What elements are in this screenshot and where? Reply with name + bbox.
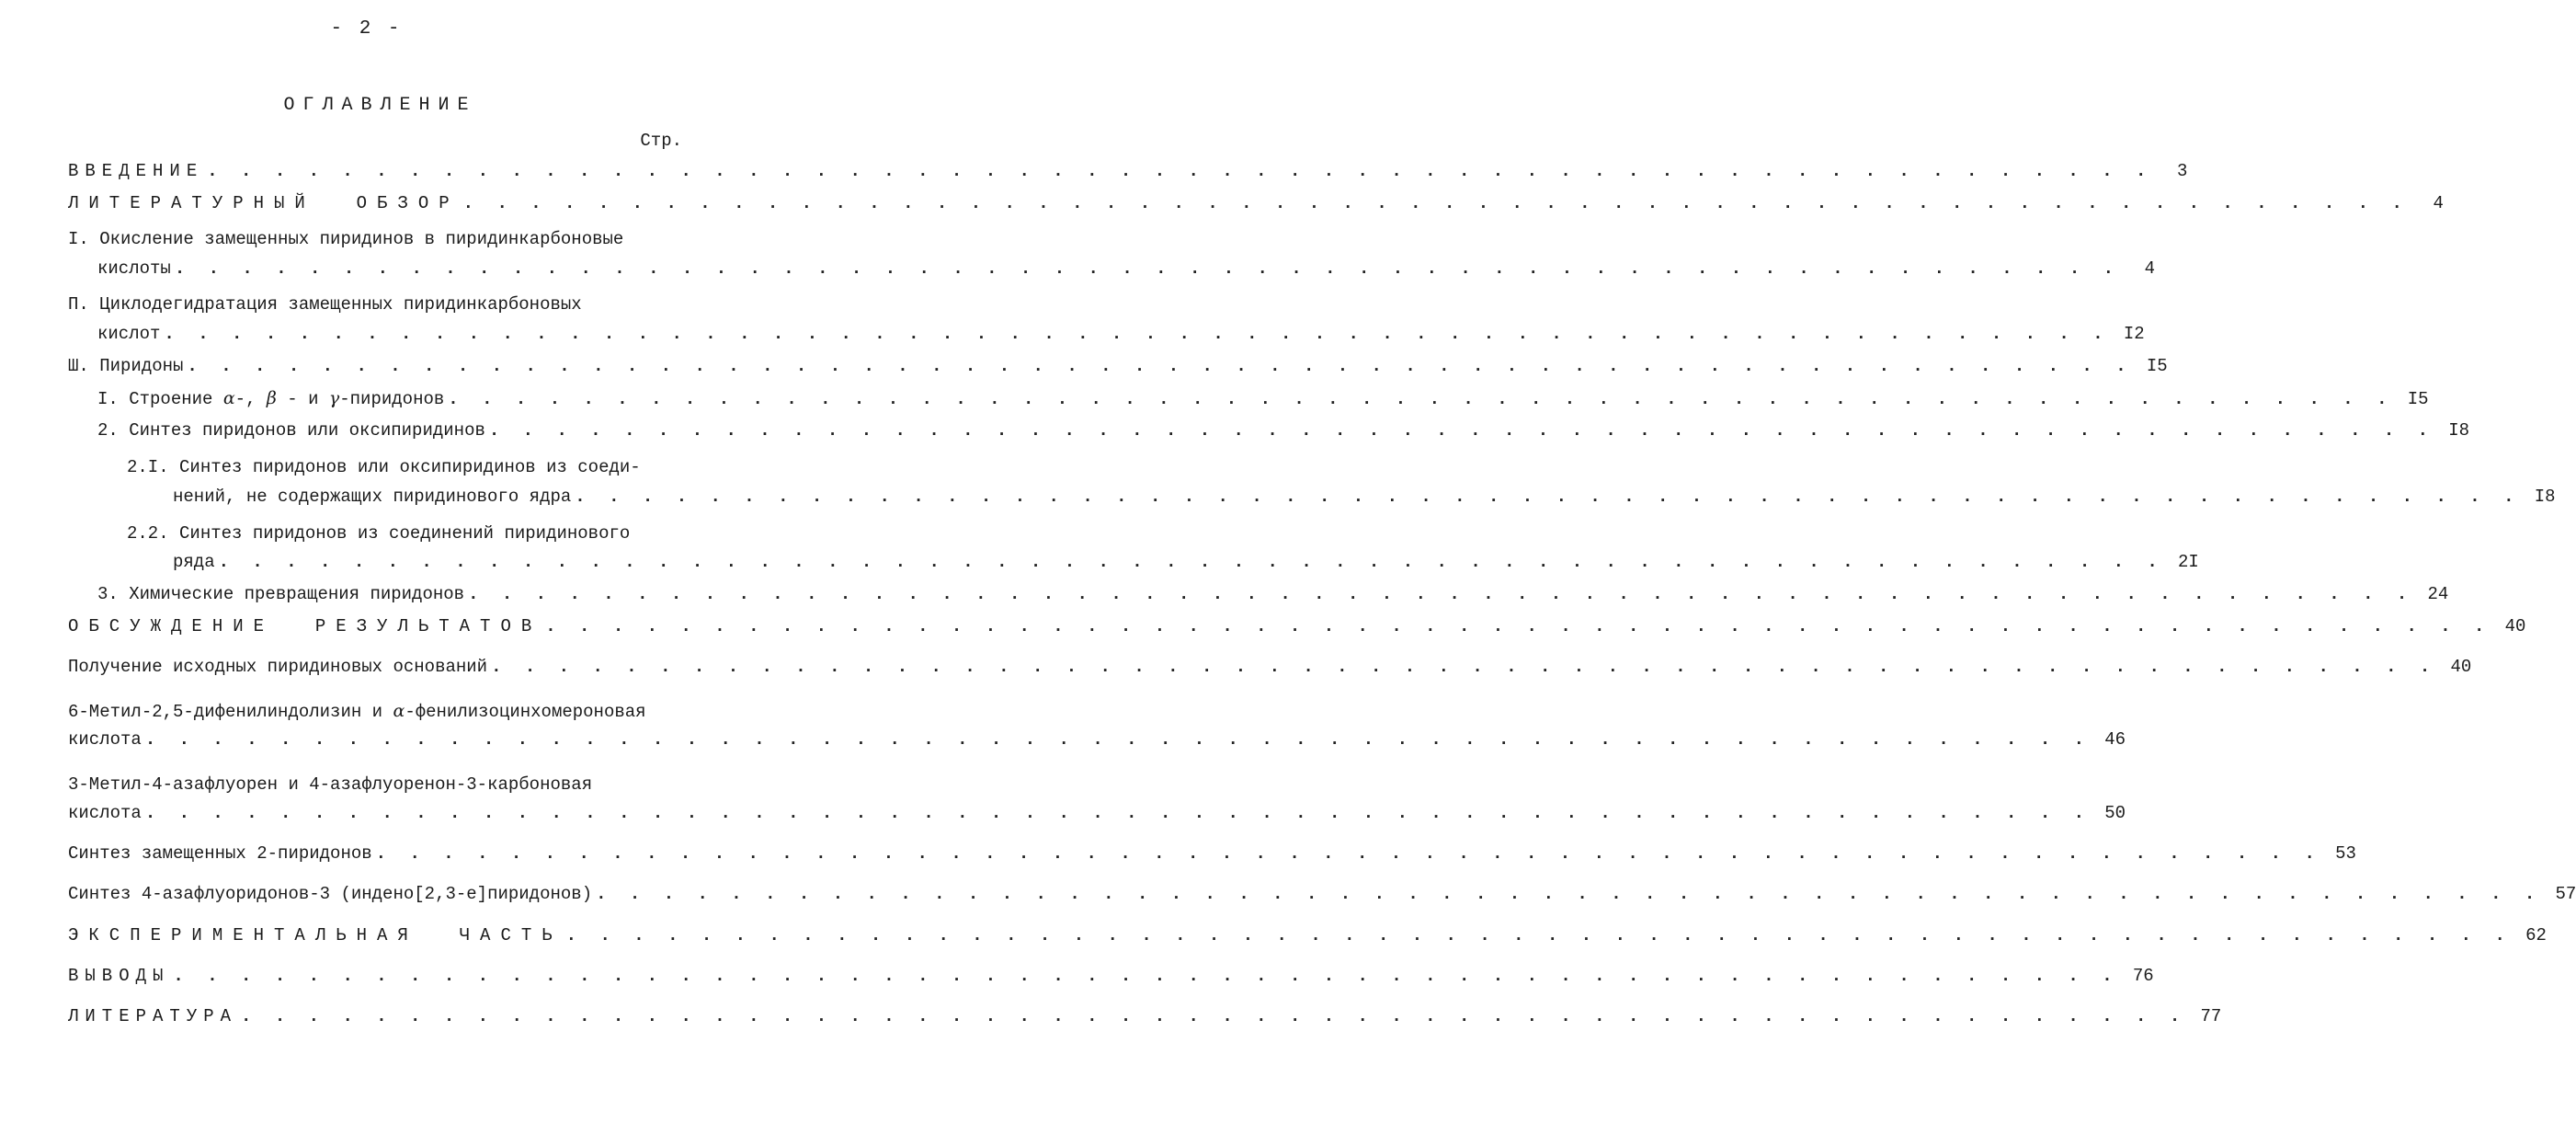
toc-entry-conclusions[interactable] [68, 966, 2154, 986]
entry-page: 76 [2132, 966, 2154, 986]
toc-entry-synthesis[interactable] [97, 420, 2470, 441]
leader-dots: . . . . . . . . . . . . . . . . . . . . . . . . . . . . . . . . . . . . . . . . . . . . . . . . . . . . . . . . . . [207, 161, 2153, 181]
entry-label: Синтез 4-азафлуоридонов-3 (индено[2,3-е]пиридонов) [68, 884, 593, 904]
alpha-symbol: α [393, 701, 405, 721]
entry-label: Ш. Пиридоны [68, 356, 184, 376]
toc-entry-oxidation[interactable] [97, 258, 2156, 279]
alpha-symbol: α [222, 388, 235, 408]
toc-entry-chemical-transformations[interactable] [97, 584, 2449, 604]
entry-page: I5 [2407, 389, 2429, 409]
entry-page: 57 [2555, 884, 2576, 904]
entry-label: нений, не содержащих пиридинового ядра [173, 487, 572, 507]
entry-page: 4 [2144, 258, 2156, 279]
entry-first-line: 3-Метил-4-азафлуорен и 4-азафлуоренон-3-карбоновая [68, 774, 593, 795]
leader-dots: . . . . . . . . . . . . . . . . . . . . . . . . . . . . . . . . . . . . . . . . . . . . . . . . . . . . . . . . . . [575, 487, 2521, 507]
entry-label: I. Строение α-, β - и γ-пиридонов [97, 388, 445, 409]
toc-entry-discussion[interactable] [68, 616, 2526, 636]
entry-label: ВВЕДЕНИЕ [68, 161, 204, 181]
entry-label: ОБСУЖДЕНИЕ РЕЗУЛЬТАТОВ [68, 616, 542, 636]
entry-page: 4 [2433, 193, 2444, 213]
beta-symbol: β [266, 388, 277, 408]
toc-entry-synthesis-nonpyridine[interactable] [173, 487, 2556, 507]
entry-label: кислота [68, 803, 142, 823]
toc-entry-pyridones[interactable] [68, 356, 2168, 376]
toc-entry-references[interactable] [68, 1006, 2222, 1026]
gamma-symbol: γ [328, 388, 340, 408]
entry-page: I5 [2146, 356, 2168, 376]
toc-entry-cyclodehydration[interactable] [97, 324, 2145, 344]
toc-entry-indolizine[interactable] [68, 729, 2126, 750]
entry-label: 3. Химические превращения пиридонов [97, 584, 465, 604]
leader-dots: . . . . . . . . . . . . . . . . . . . . . . . . . . . . . . . . . . . . . . . . . . . . . . . . . . . . . . . . . . [218, 552, 2164, 572]
entry-label: кислоты [97, 258, 171, 279]
toc-entry-azafluorene[interactable] [68, 803, 2126, 823]
leader-dots: . . . . . . . . . . . . . . . . . . . . . . . . . . . . . . . . . . . . . . . . . . . . . . . . . . . . . . . . . . [144, 729, 2092, 750]
entry-page: 3 [2177, 161, 2188, 181]
entry-label: ВЫВОДЫ [68, 966, 170, 986]
entry-first-line: I. Окисление замещенных пиридинов в пиридинкарбоновые [68, 229, 624, 249]
entry-page: 24 [2427, 584, 2449, 604]
toc-entry-literature-review[interactable] [68, 193, 2444, 213]
toc-entry-azafluoridones[interactable] [68, 884, 2576, 904]
entry-first-line: П. Циклодегидратация замещенных пиридинкарбоновых [68, 294, 582, 315]
entry-page: I8 [2448, 420, 2470, 441]
entry-label: ЭКСПЕРИМЕНТАЛЬНАЯ ЧАСТЬ [68, 925, 563, 945]
leader-dots: . . . . . . . . . . . . . . . . . . . . . . . . . . . . . . . . . . . . . . . . . . . . . . . . . . . . . . . . . . [375, 843, 2321, 864]
leader-dots: . . . . . . . . . . . . . . . . . . . . . . . . . . . . . . . . . . . . . . . . . . . . . . . . . . . . . . . . . . [596, 884, 2542, 904]
entry-page: I8 [2534, 487, 2556, 507]
page-column-header: Стр. [640, 131, 682, 151]
leader-dots: . . . . . . . . . . . . . . . . . . . . . . . . . . . . . . . . . . . . . . . . . . . . . . . . . . . . . . . . . . [241, 1006, 2187, 1026]
page-number: - 2 - [330, 18, 403, 40]
leader-dots: . . . . . . . . . . . . . . . . . . . . . . . . . . . . . . . . . . . . . . . . . . . . . . . . . . . . . . . . . . [468, 584, 2414, 604]
entry-page: 2I [2178, 552, 2199, 572]
leader-dots: . . . . . . . . . . . . . . . . . . . . . . . . . . . . . . . . . . . . . . . . . . . . . . . . . . . . . . . . . . [187, 356, 2133, 376]
entry-page: 50 [2104, 803, 2126, 823]
leader-dots: . . . . . . . . . . . . . . . . . . . . . . . . . . . . . . . . . . . . . . . . . . . . . . . . . . . . . . . . . . [164, 324, 2110, 344]
toc-entry-experimental[interactable] [68, 925, 2547, 945]
toc-entry-starting-bases[interactable] [68, 657, 2472, 677]
entry-page: 40 [2504, 616, 2526, 636]
entry-first-line: 6-Метил-2,5-дифенилиндолизин и α-фенилизоцинхомероновая [68, 701, 646, 722]
leader-dots: . . . . . . . . . . . . . . . . . . . . . . . . . . . . . . . . . . . . . . . . . . . . . . . . . . . . . . . . . . [174, 258, 2121, 279]
entry-label: Получение исходных пиридиновых оснований [68, 657, 488, 677]
entry-first-line: 2.2. Синтез пиридонов из соединений пиридинового [127, 523, 631, 544]
toc-entry-introduction[interactable] [68, 161, 2188, 181]
leader-dots: . . . . . . . . . . . . . . . . . . . . . . . . . . . . . . . . . . . . . . . . . . . . . . . . . . . . . . . . . . [491, 657, 2437, 677]
entry-page: 53 [2335, 843, 2356, 864]
leader-dots: . . . . . . . . . . . . . . . . . . . . . . . . . . . . . . . . . . . . . . . . . . . . . . . . . . . . . . . . . . [448, 389, 2394, 409]
entry-page: 46 [2104, 729, 2126, 750]
entry-first-line: 2.I. Синтез пиридонов или оксипиридинов из соеди- [127, 457, 641, 477]
leader-dots: . . . . . . . . . . . . . . . . . . . . . . . . . . . . . . . . . . . . . . . . . . . . . . . . . . . . . . . . . . [462, 193, 2409, 213]
entry-label: ряда [173, 552, 215, 572]
toc-entry-synthesis-pyridine[interactable] [173, 552, 2199, 572]
entry-label: 2. Синтез пиридонов или оксипиридинов [97, 420, 485, 441]
leader-dots: . . . . . . . . . . . . . . . . . . . . . . . . . . . . . . . . . . . . . . . . . . . . . . . . . . . . . . . . . . [565, 925, 2512, 945]
leader-dots: . . . . . . . . . . . . . . . . . . . . . . . . . . . . . . . . . . . . . . . . . . . . . . . . . . . . . . . . . . [144, 803, 2092, 823]
toc-entry-structure[interactable] [97, 388, 2429, 409]
leader-dots: . . . . . . . . . . . . . . . . . . . . . . . . . . . . . . . . . . . . . . . . . . . . . . . . . . . . . . . . . . [173, 966, 2119, 986]
entry-page: 62 [2525, 925, 2547, 945]
entry-label: Синтез замещенных 2-пиридонов [68, 843, 372, 864]
entry-label: ЛИТЕРАТУРНЫЙ ОБЗОР [68, 193, 460, 213]
toc-entry-substituted-pyridones[interactable] [68, 843, 2356, 864]
entry-label: кислота [68, 729, 142, 750]
entry-label: кислот [97, 324, 161, 344]
entry-page: I2 [2123, 324, 2145, 344]
toc-title: ОГЛАВЛЕНИЕ [283, 95, 477, 116]
entry-label: ЛИТЕРАТУРА [68, 1006, 238, 1026]
leader-dots: . . . . . . . . . . . . . . . . . . . . . . . . . . . . . . . . . . . . . . . . . . . . . . . . . . . . . . . . . . [488, 420, 2435, 441]
entry-page: 77 [2200, 1006, 2222, 1026]
entry-page: 40 [2450, 657, 2472, 677]
leader-dots: . . . . . . . . . . . . . . . . . . . . . . . . . . . . . . . . . . . . . . . . . . . . . . . . . . . . . . . . . . [545, 616, 2491, 636]
